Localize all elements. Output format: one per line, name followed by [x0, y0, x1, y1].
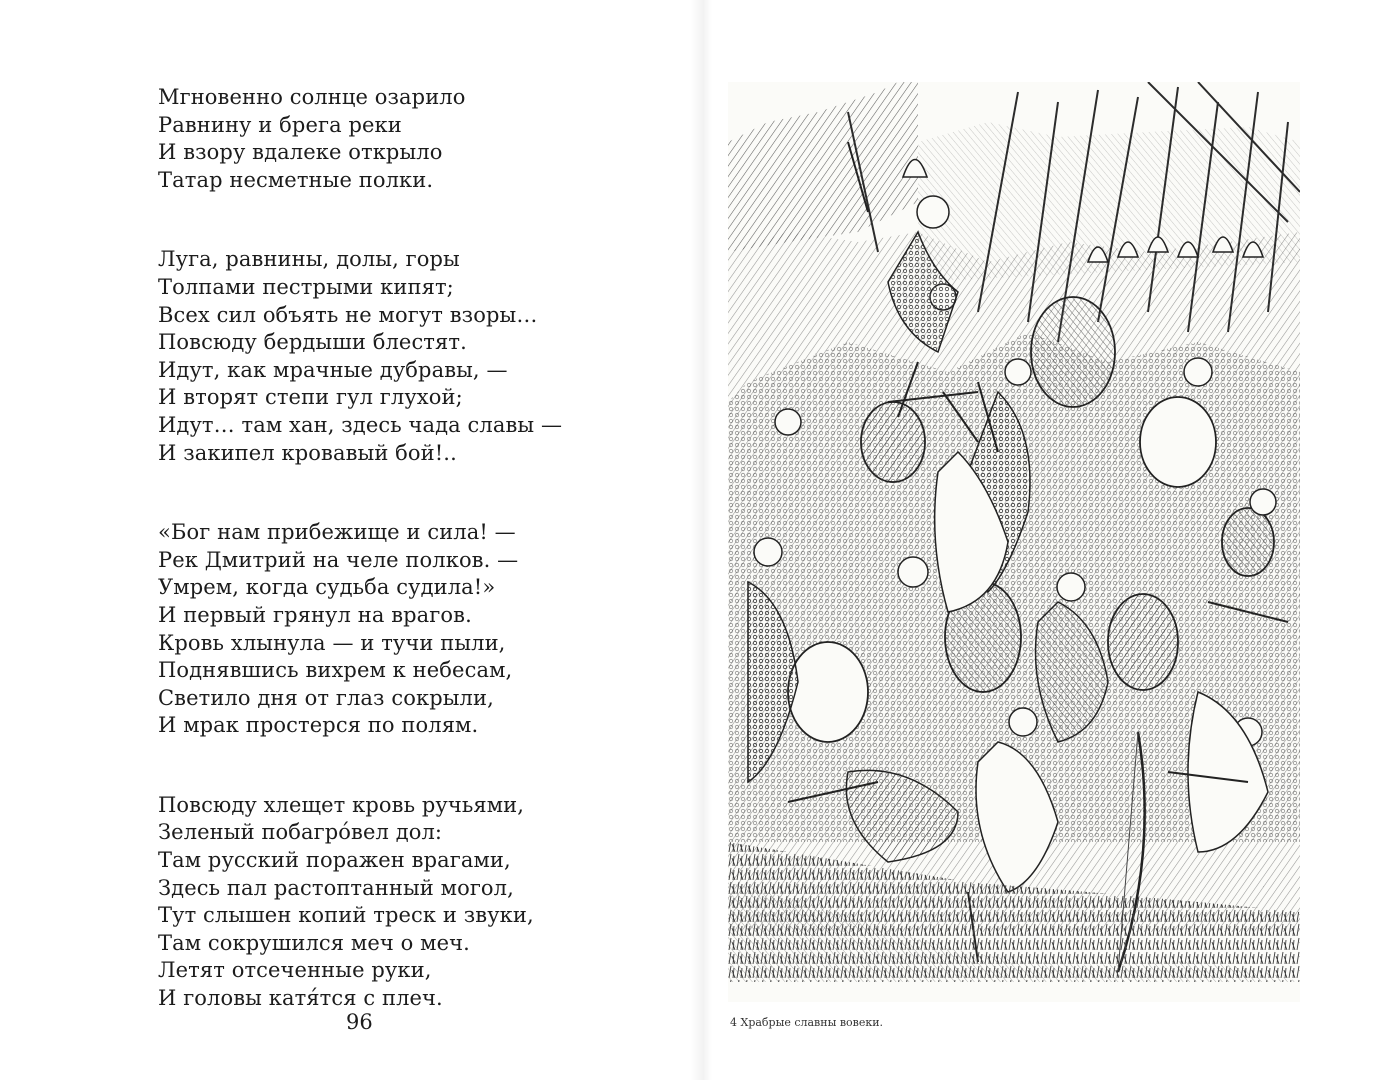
- poem-line: Там русский поражен врагами,: [158, 848, 511, 873]
- poem-line: Тут слышен копий треск и звуки,: [158, 903, 534, 928]
- poem-line: Зеленый побагро́вел дол:: [158, 820, 443, 845]
- poem-line: И вторят степи гул глухой;: [158, 385, 463, 410]
- poem-line: И головы катя́тся с плеч.: [158, 986, 443, 1011]
- poem-line: Идут, как мрачные дубравы, —: [158, 357, 508, 382]
- poem-line: Равнину и брега реки: [158, 112, 402, 137]
- stanza-4: [158, 792, 628, 1013]
- poem-line: Идут… там хан, здесь чада славы —: [158, 412, 563, 437]
- poem-line: И первый грянул на врагов.: [158, 602, 472, 627]
- poem-line: Поднявшись вихрем к небесам,: [158, 658, 513, 683]
- poem-line: «Бог нам прибежище и сила! —: [158, 520, 516, 545]
- poem-line: Повсюду хлещет кровь ручьями,: [158, 792, 525, 817]
- poem-line: Здесь пал растоптанный могол,: [158, 875, 514, 900]
- poem-line: Мгновенно солнце озарило: [158, 85, 466, 109]
- stanza-2: [158, 246, 628, 467]
- poem-line: Рек Дмитрий на челе полков. —: [158, 547, 519, 572]
- book-gutter: [690, 0, 712, 1080]
- stanza-3: [158, 519, 628, 740]
- poem-line: Кровь хлынула — и тучи пыли,: [158, 630, 506, 655]
- poem-line: Умрем, когда судьба судила!»: [158, 575, 496, 600]
- poem-text: [158, 84, 628, 1013]
- poem-line: Там сокрушился меч о меч.: [158, 930, 470, 955]
- battle-illustration: [728, 82, 1300, 1002]
- poem-line: И взору вдалеке открыло: [158, 140, 443, 165]
- poem-line: И закипел кровавый бой!..: [158, 440, 457, 465]
- page-number: 96: [346, 1010, 373, 1034]
- stanza-1: [158, 84, 628, 194]
- poem-line: Повсюду бердыши блестят.: [158, 330, 467, 355]
- poem-line: Татар несметные полки.: [158, 167, 434, 192]
- poem-line: Луга, равнины, долы, горы: [158, 247, 460, 272]
- poem-line: Всех сил объять не могут взоры…: [158, 302, 538, 327]
- poem-line: Летят отсеченные руки,: [158, 958, 432, 983]
- poem-line: Светило дня от глаз сокрыли,: [158, 685, 494, 710]
- illustration-footnote: 4 Храбрые славны вовеки.: [730, 1016, 884, 1029]
- poem-line: Толпами пестрыми кипят;: [158, 274, 454, 299]
- poem-line: И мрак простерся по полям.: [158, 713, 479, 738]
